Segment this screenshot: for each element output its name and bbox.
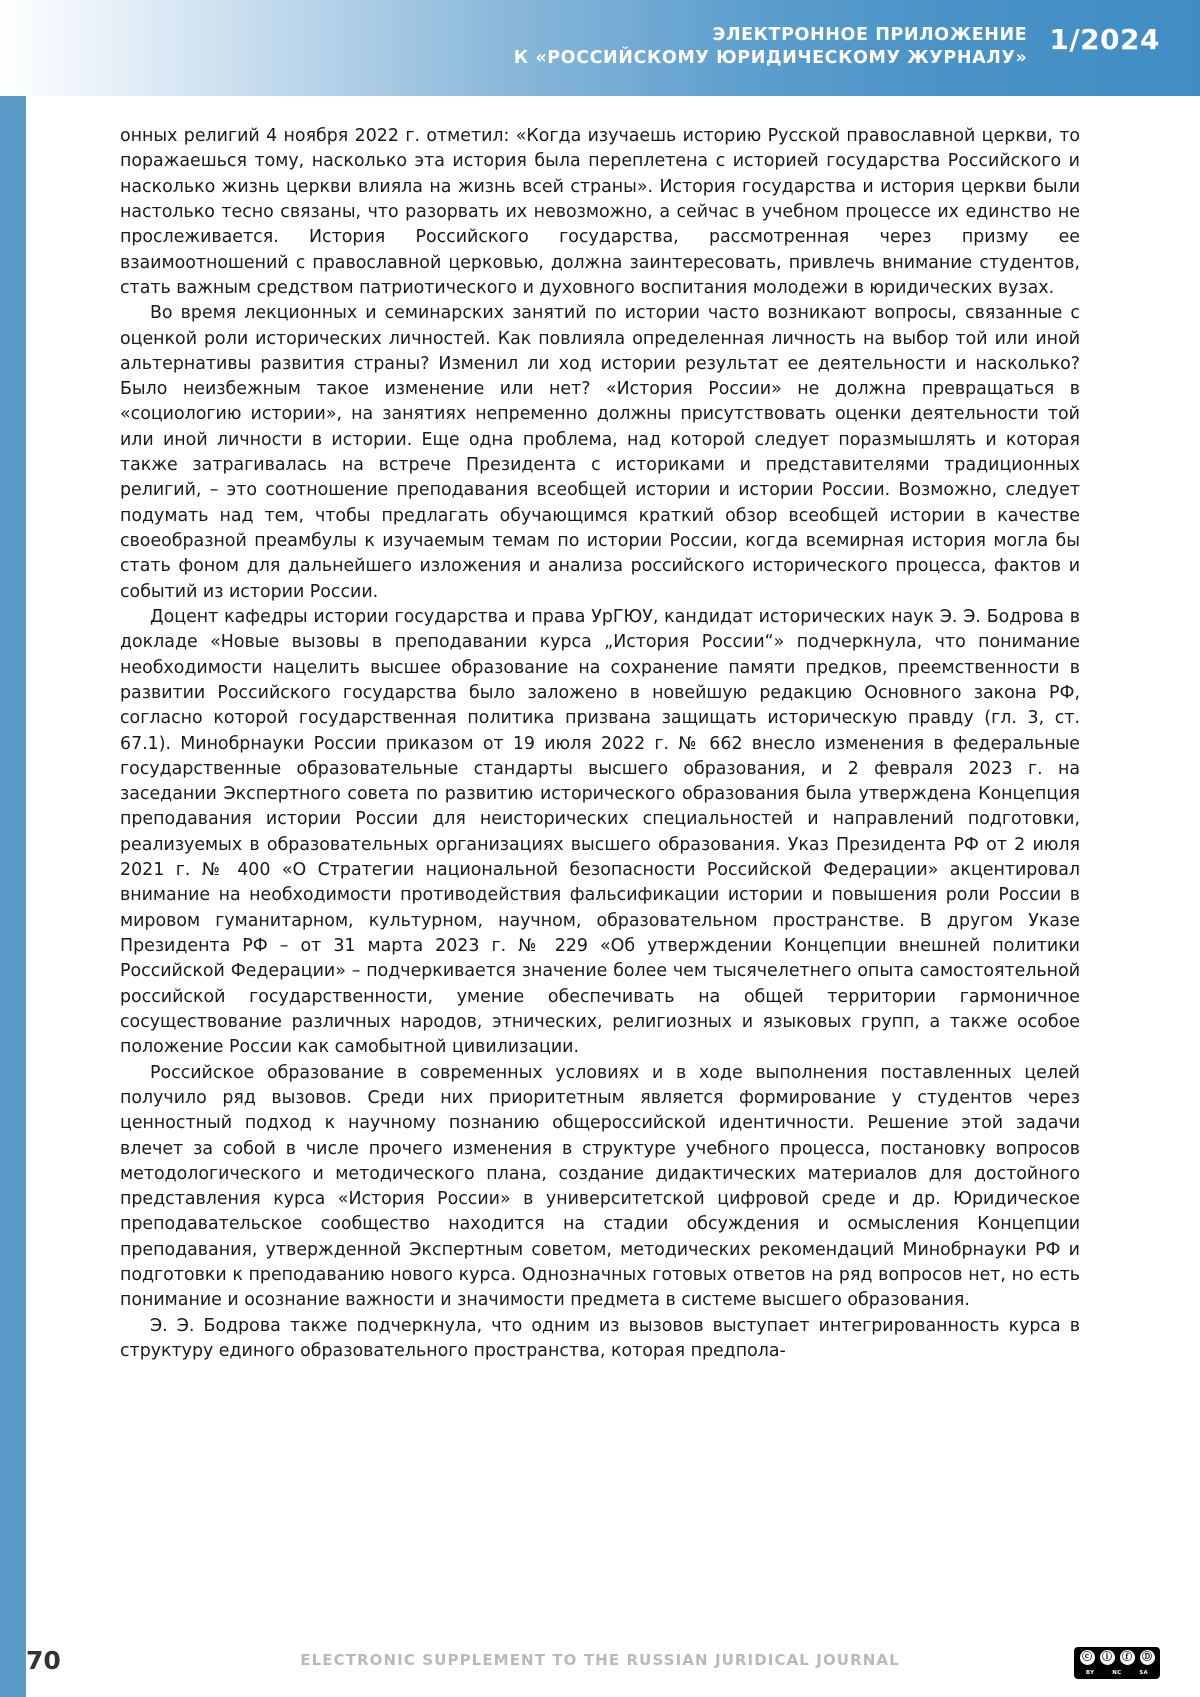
page-footer [0,1623,1200,1697]
journal-title-line2: К «РОССИЙСКОМУ ЮРИДИЧЕСКОМУ ЖУРНАЛУ» [513,48,1028,69]
paragraph: Доцент кафедры истории государства и права УрГЮУ, кандидат исторических наук Э. Э. Бодрова в докладе «Новые вызовы в преподавании курса „История России“» подчеркнула, что понимание необходимости нацелить высшее образование на сохранение памяти предков, преемственности в развитии Российского государства было заложено в новейшую редакцию Основного закона РФ, согласно которой государственная политика призвана защищать историческую правду (гл. 3, ст. 67.1). Минобрнауки России приказом от 19 июля 2022 г. № 662 внесло изменения в федеральные государственные образовательные стандарты высшего образования, и 2 февраля 2023 г. на заседании Экспертного совета по развитию исторического образования была утверждена Концепция преподавания истории России для неисторических специальностей и направлений подготовки, реализуемых в образовательных организациях высшего образования. Указ Президента РФ от 2 июля 2021 г. № 400 «О Стратегии национальной безопасности Российской Федерации» акцентировал внимание на необходимости противодействия фальсификации истории и повышения роли России в мировом гуманитарном, культурном, научном, образовательном пространстве. В другом Указе Президента РФ – от 31 марта 2023 г. № 229 «Об утверждении Концепции внешней политики Российской Федерации» – подчеркивается значение более чем тысячелетнего опыта самостоятельной российской государственности, умение обеспечивать на общей территории гармоничное сосуществование различных народов, этнических, религиозных и языковых групп, а также особое положение России как самобытной цивилизации. [120,606,1080,1058]
cc-sa-icon: Ⓓ [1140,1650,1155,1665]
paragraph: Э. Э. Бодрова также подчеркнула, что одним из вызовов выступает интегрированность курса в структуру единого образовательного пространства, которая предпола- [120,1315,1080,1361]
paragraph: Во время лекционных и семинарских занятий по истории часто возникают вопросы, связанные с оценкой роли исторических личностей. Как повлияла определенная личность на выбор той или иной альтернативы развития страны? Изменил ли ход истории результат ее деятельности и насколько? Было неизбежным такое изменение или нет? «История России» не должна превращаться в «социологию истории», на занятиях непременно должны присутствовать оценки деятельности той или иной личности в истории. Еще одна проблема, над которой следует поразмышлять и которая также затрагивалась на встрече Президента с историками и представителями традиционных религий, – это соотношение преподавания всеобщей истории и истории России. Возможно, следует подумать над тем, чтобы предлагать обучающимся краткий обзор всеобщей истории в качестве своеобразной преамбулы к изучаемым темам по истории России, когда всемирная история могла бы стать фоном для дальнейшего изложения и анализа российского исторического процесса, фактов и событий из истории России. [120,303,1080,602]
section-label: ХРОНИКА [33,1463,55,1589]
issue-number: 1/2024 [1049,23,1160,56]
cc-symbol-row [1074,1648,1160,1667]
cc-label-row [1074,1667,1160,1678]
cc-label-by: BY [1085,1669,1095,1676]
cc-label-sa: SA [1139,1669,1149,1676]
cc-by-icon: ⓘ [1100,1650,1115,1665]
journal-title-line1: ЭЛЕКТРОННОЕ ПРИЛОЖЕНИЕ [712,25,1028,45]
journal-title [514,22,1028,70]
cc-mark-icon: ⓒ [1080,1650,1095,1665]
paragraph: онных религий 4 ноября 2022 г. отметил: «Когда изучаешь историю Русской православной церкви, то поражаешься тому, насколько эта история была переплетена с историей государства Российского и насколько жизнь церкви влияла на жизнь всей страны». История государства и история церкви были настолько тесно связаны, что разорвать их невозможно, а сейчас в учебном процессе их единство не прослеживается. История Российского государства, рассмотренная через призму ее взаимоотношений с православной церковью, должна заинтересовать, привлечь внимание студентов, стать важным средством патриотического и духовного воспитания молодежи в юридических вузах. [120,126,1080,298]
page-number: 70 [26,1646,61,1675]
article-body [120,124,1080,1364]
paragraph: Российское образование в современных условиях и в ходе выполнения поставленных целей получило ряд вызовов. Среди них приоритетным является формирование у студентов через ценностный подход к научному познанию общероссийской идентичности. Решение этой задачи влечет за собой в числе прочего изменения в структуре учебного процесса, постановку вопросов методологического и методического плана, создание дидактических материалов для достойного представления курса «История России» в университетской цифровой среде и др. Юридическое преподавательское сообщество находится на стадии обсуждения и осмысления Концепции преподавания, утвержденной Экспертным советом, методических рекомендаций Минобрнауки РФ и подготовки к преподаванию нового курса. Однозначных готовых ответов на ряд вопросов нет, но есть понимание и осознание важности и значимости предмета в системе высшего образования. [120,1062,1080,1311]
cc-label-nc: NC [1112,1669,1122,1676]
cc-nc-icon: ⓕ [1120,1650,1135,1665]
footer-journal-title: ELECTRONIC SUPPLEMENT TO THE RUSSIAN JURIDICAL JOURNAL [300,1651,900,1669]
creative-commons-icon [1074,1647,1160,1679]
page-header [0,0,1200,96]
header-content [514,22,1160,70]
